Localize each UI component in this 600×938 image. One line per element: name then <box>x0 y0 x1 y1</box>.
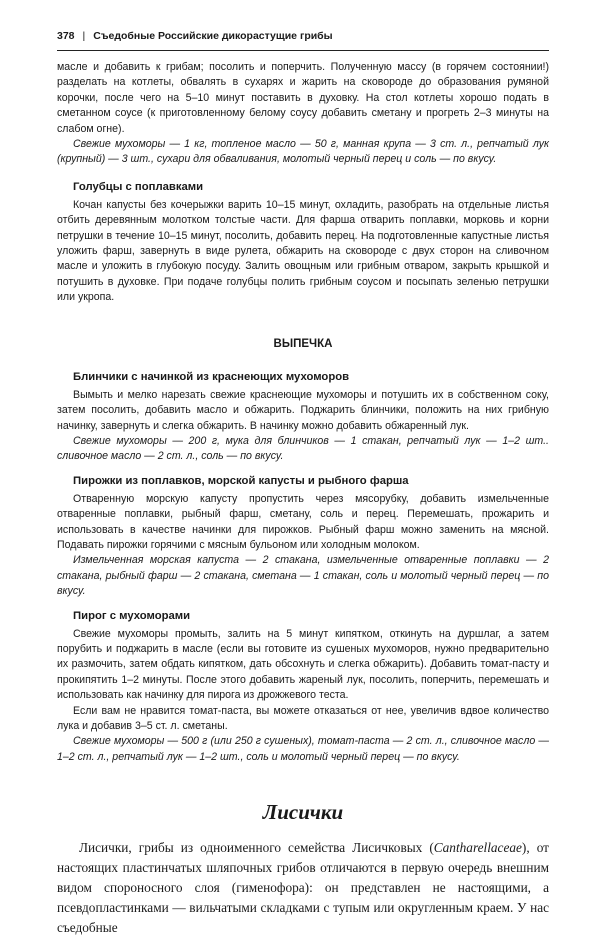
recipe-title-pirog: Пирог с мухоморами <box>73 609 191 622</box>
recipe-ingredients-pirog: Свежие мухоморы — 500 г (или 250 г сушеных), томат-паста — 2 ст. л., сливочное масло — 1–2 ст. л., репчатый лук — 1–2 шт., соль и молотый черный перец — по вкусу. <box>57 735 549 763</box>
recipe-title-golubtsy: Голубцы с поплавками <box>73 180 204 193</box>
recipe-title-pirozhki: Пирожки из поплавков, морской капусты и рыбного фарша <box>73 474 409 487</box>
header-rule <box>57 50 549 51</box>
chapter-text-after: ), от настоящих пластинчатых шляпочных грибов отличаются в первую очередь внешним видом спороносного слоя (гименофора): он представлен не настоящими, а псевдопластинками — вильчатыми складками с тупым или округленным краем. У нас съедобные <box>57 840 549 936</box>
recipe-title-blinchiki: Блинчики с начинкой из краснеющих мухоморов <box>73 370 350 383</box>
book-page <box>57 30 549 938</box>
running-header <box>57 30 549 42</box>
header-separator: | <box>82 30 86 42</box>
recipe-text-blinchiki: Вымыть и мелко нарезать свежие краснеющие мухоморы и потушить их в собственном соку, затем посолить, добавить масло и обжарить. Поджарить блинчики, положить на них грибную начинку, завернуть и слегка обжарить. В начинку можно добавить обжаренный лук. <box>57 388 549 432</box>
latin-family-name: Cantharellaceae <box>433 840 522 856</box>
continuation-ingredients: Свежие мухоморы — 1 кг, топленое масло — 50 г, манная крупа — 3 ст. л., репчатый лук (крупный) — 3 шт., сухари для обваливания, молотый черный перец и соль — по вкусу. <box>57 138 549 166</box>
recipe-text-golubtsy: Кочан капусты без кочерыжки варить 10–15 минут, охладить, разобрать на отдельные листья отбить деревянным молотком толстые части. Для фарша отварить поплавки, морковь и корни петрушки в течение 10–15 минут, посолить, добавить перец. На подготовленные капустные листья уложить фарш, завернуть в виде рулета, обжарить на сковороде с двух сторон на сливочном масле и уложить в глубокую посуду. Залить овощным или грибным отваром, закрыть крышкой и потушить в духовке. При подаче голубцы полить грибным соусом и посыпать зеленью петрушки или укропа. <box>57 198 549 304</box>
section-title: ВЫПЕЧКА <box>273 337 333 350</box>
chapter-intro-paragraph <box>57 838 549 938</box>
page-number: 378 <box>57 30 75 42</box>
recipe-note-pirog: Если вам не нравится томат-паста, вы можете отказаться от нее, увеличив вдвое количество лука и добавив 3–5 ст. л. сметаны. <box>57 704 549 732</box>
continuation-paragraph: масле и добавить к грибам; посолить и поперчить. Полученную массу (в горячем состоянии!) разделать на котлеты, обвалять в сухарях и жарить на сковороде до образования румяной корочки, после чего на 5–10 минут поставить в духовку. На стол котлеты хорошо подать в сметанном соусе (к приготовленному белому соусу добавить сметану и прогреть 2–3 минуты на слабом огне). <box>57 61 549 135</box>
recipe-text-pirog: Свежие мухоморы промыть, залить на 5 минут кипятком, откинуть на дуршлаг, а затем порубить и поджарить в масле (если вы готовите из сушеных мухоморов, нужно предварительно их размочить, затем обдать кипятком, дать обсохнуть и слегка обжарить). Добавить томат-пасту и прокипятить 1–2 минуты. После этого добавить жареный лук, посолить, поперчить, перемешать и использовать как начинку для пирога из дрожжевого теста. <box>57 627 549 702</box>
recipe-ingredients-blinchiki: Свежие мухоморы — 200 г, мука для блинчиков — 1 стакан, репчатый лук — 1–2 шт.. сливочное масло — 2 ст. л., соль — по вкусу. <box>57 434 549 463</box>
chapter-text-before: Лисички, грибы из одноименного семейства Лисичковых ( <box>79 840 434 856</box>
chapter-title: Лисички <box>262 800 344 825</box>
recipe-ingredients-pirozhki: Измельченная морская капуста — 2 стакана, измельченные отваренные поплавки — 2 стакана, рыбный фарш — 2 стакана, сметана — 1 стакан, соль и молотый черный перец — по вкусу. <box>57 554 549 598</box>
running-title: Съедобные Российские дикорастущие грибы <box>93 30 333 42</box>
recipe-text-pirozhki: Отваренную морскую капусту пропустить через мясорубку, добавить измельченные отваренные поплавки, рыбный фарш, сметану, соль и перец. Перемешать, прожарить и использовать в качестве начинки для пирожков. Рыбный фарш можно заменить на мясной. Подавать пирожки горячими с мясным бульоном или холодным молоком. <box>57 492 549 551</box>
